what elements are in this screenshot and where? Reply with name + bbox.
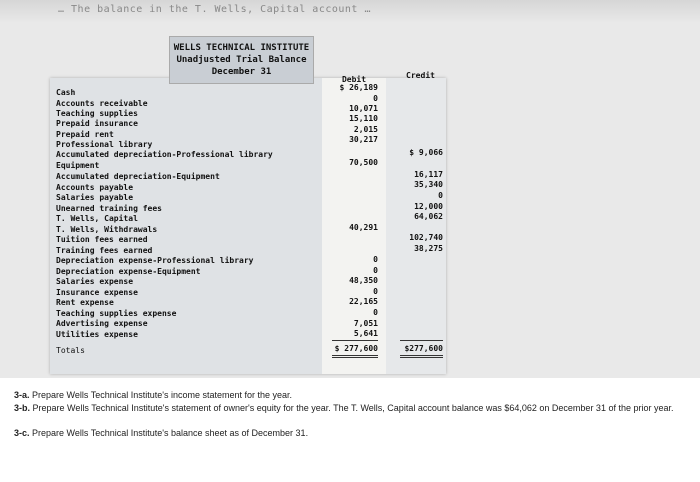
- question-3b: [14, 403, 694, 414]
- totals-label: Totals: [56, 346, 85, 355]
- questions-panel: [0, 378, 700, 482]
- row-debit-prepaid-rent: 2,015: [353, 125, 378, 134]
- row-debit-professional-library: 30,217: [349, 135, 378, 144]
- credit-column-shade: [386, 78, 446, 374]
- row-label-depr-expense-library: Depreciation expense-Professional library: [56, 256, 254, 265]
- question-3a: [14, 390, 694, 401]
- row-debit-advertising-expense: 7,051: [353, 319, 378, 328]
- top-cropped-text-strip: [0, 0, 700, 22]
- credit-column-header: Credit: [406, 71, 435, 80]
- row-debit-insurance-expense: 0: [373, 287, 378, 296]
- question-tag: 3-c.: [14, 428, 30, 438]
- debit-total-double-rule: [332, 355, 378, 358]
- row-label-prepaid-insurance: Prepaid insurance: [56, 119, 138, 128]
- totals-debit: $ 277,600: [334, 344, 378, 353]
- row-debit-depr-expense-library: 0: [373, 255, 378, 264]
- row-label-salaries-expense: Salaries expense: [56, 277, 134, 286]
- question-tag: 3-b.: [14, 403, 31, 413]
- row-label-accum-depr-library: Accumulated depreciation-Professional library: [56, 150, 273, 159]
- row-label-professional-library: Professional library: [56, 140, 153, 149]
- row-credit-accum-depr-library: $ 9,066: [409, 148, 443, 157]
- debit-subtotal-rule: [332, 340, 378, 341]
- row-label-advertising-expense: Advertising expense: [56, 319, 148, 328]
- question-tag: 3-a.: [14, 390, 30, 400]
- trial-balance-header: [169, 36, 314, 84]
- row-debit-salaries-expense: 48,350: [349, 276, 378, 285]
- row-label-unearned-training-fees: Unearned training fees: [56, 204, 162, 213]
- totals-credit: $277,600: [404, 344, 443, 353]
- credit-total-double-rule: [400, 355, 443, 358]
- row-debit-teaching-supplies-expense: 0: [373, 308, 378, 317]
- row-label-cash: Cash: [56, 88, 76, 97]
- row-debit-accounts-receivable: 0: [373, 94, 378, 103]
- row-debit-teaching-supplies: 10,071: [349, 104, 378, 113]
- row-label-wells-capital: T. Wells, Capital: [56, 214, 138, 223]
- row-label-tuition-fees-earned: Tuition fees earned: [56, 235, 148, 244]
- row-debit-rent-expense: 22,165: [349, 297, 378, 306]
- row-label-training-fees-earned: Training fees earned: [56, 246, 153, 255]
- top-cropped-text: … The balance in the T. Wells, Capital account …: [58, 4, 371, 15]
- row-label-accounts-payable: Accounts payable: [56, 183, 134, 192]
- row-credit-accounts-payable: 35,340: [414, 180, 443, 189]
- row-label-insurance-expense: Insurance expense: [56, 288, 138, 297]
- debit-column-header: Debit: [341, 75, 367, 84]
- company-name: WELLS TECHNICAL INSTITUTE: [173, 43, 310, 53]
- row-credit-training-fees-earned: 38,275: [414, 244, 443, 253]
- row-label-teaching-supplies-expense: Teaching supplies expense: [56, 309, 177, 318]
- row-label-equipment: Equipment: [56, 161, 100, 170]
- question-text: Prepare Wells Technical Institute's income statement for the year.: [32, 390, 293, 400]
- row-label-accum-depr-equipment: Accumulated depreciation-Equipment: [56, 172, 220, 181]
- row-debit-cash: $ 26,189: [339, 83, 378, 92]
- question-text: Prepare Wells Technical Institute's balance sheet as of December 31.: [32, 428, 309, 438]
- row-credit-unearned-training-fees: 12,000: [414, 202, 443, 211]
- row-debit-prepaid-insurance: 15,110: [349, 114, 378, 123]
- row-debit-wells-withdrawals: 40,291: [349, 223, 378, 232]
- row-credit-accum-depr-equipment: 16,117: [414, 170, 443, 179]
- row-label-prepaid-rent: Prepaid rent: [56, 130, 114, 139]
- row-debit-utilities-expense: 5,641: [353, 329, 378, 338]
- statement-date: December 31: [211, 67, 272, 77]
- row-label-wells-withdrawals: T. Wells, Withdrawals: [56, 225, 158, 234]
- row-credit-wells-capital: 64,062: [414, 212, 443, 221]
- row-label-depr-expense-equipment: Depreciation expense-Equipment: [56, 267, 201, 276]
- row-label-rent-expense: Rent expense: [56, 298, 114, 307]
- row-debit-depr-expense-equipment: 0: [373, 266, 378, 275]
- row-label-utilities-expense: Utilities expense: [56, 330, 138, 339]
- statement-title: Unadjusted Trial Balance: [176, 55, 307, 65]
- row-credit-salaries-payable: 0: [438, 191, 443, 200]
- row-label-teaching-supplies: Teaching supplies: [56, 109, 138, 118]
- question-3c: [14, 428, 694, 439]
- row-label-accounts-receivable: Accounts receivable: [56, 99, 148, 108]
- row-credit-tuition-fees-earned: 102,740: [409, 233, 443, 242]
- credit-subtotal-rule: [400, 340, 443, 341]
- row-debit-equipment: 70,500: [349, 158, 378, 167]
- question-text: Prepare Wells Technical Institute's statement of owner's equity for the year. The T. Wells, Capital account balance was $64,062 on December 31 of the prior year.: [32, 403, 674, 413]
- row-label-salaries-payable: Salaries payable: [56, 193, 134, 202]
